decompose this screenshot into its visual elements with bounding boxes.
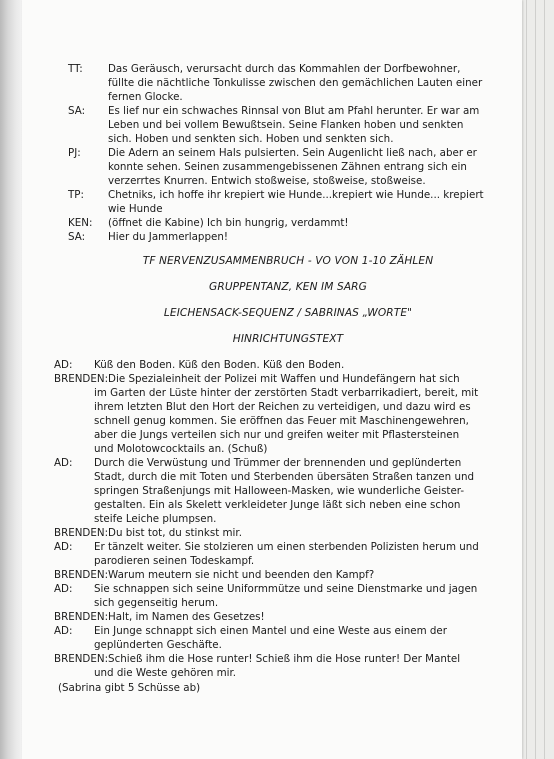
speaker-label: AD: [54, 359, 73, 371]
speech-line [54, 442, 508, 456]
speaker-label: TP: [68, 189, 84, 201]
speech-line [54, 428, 508, 442]
speech-line [68, 118, 508, 132]
page-text [54, 62, 508, 695]
speech-line [54, 512, 508, 526]
speaker-label: SA: [68, 231, 86, 243]
speaker-label [68, 202, 108, 216]
speech-text: konnte sehen. Seinen zusammengebissenen Zähnen entrang sich ein [108, 161, 467, 173]
speech-text: im Garten der Lüste hinter der zerstörten Stadt verbarrikadiert, bereit, mit [94, 387, 479, 399]
speech-line [54, 414, 508, 428]
speech-line [54, 484, 508, 498]
speech-text: AD: Küß den Boden. Küß den Boden. Küß den Boden. [54, 359, 345, 371]
speech-text: springen Straßenjungs mit Halloween-Masken, wie wunderliche Geister- [94, 485, 465, 497]
speech-line [54, 372, 508, 386]
speech-text: gestalten. Ein als Skelett verkleideter Junge läßt sich neben eine schon [94, 499, 461, 511]
speech-text: Hier du Jammerlappen! [108, 231, 228, 243]
speech-line [68, 202, 508, 216]
speech-text: sich gegenseitig herum. [94, 597, 219, 609]
speech-text: AD: Sie schnappen sich seine Uniformmütze und seine Dienstmarke und jagen [54, 583, 478, 595]
speech-line [54, 638, 508, 652]
speech-line [68, 216, 508, 230]
speech-line [68, 146, 508, 160]
speaker-label: BRENDEN: [54, 611, 109, 623]
binding-gutter [0, 0, 22, 759]
speech-line [68, 62, 508, 76]
speaker-label: AD: [54, 457, 73, 469]
speech-text: BRENDEN:Schieß ihm die Hose runter! Schieß ihm die Hose runter! Der Mantel [54, 653, 461, 665]
speech-text: BRENDEN:Halt, im Namen des Gesetzes! [54, 611, 265, 623]
speech-line [68, 76, 508, 90]
speech-text: schnell genug kommen. Sie eröffnen das Feuer mit Maschinengewehren, [94, 415, 469, 427]
speech-text: füllte die nächtliche Tonkulisse zwischen den gemächlichen Lauten einer [108, 77, 483, 89]
section-heading: LEICHENSACK-SEQUENZ / SABRINAS „WORTE" [163, 307, 413, 319]
speech-text: ihrem letzten Blut den Hort der Reichen zu verteidigen, und dazu wird es [94, 401, 471, 413]
dialogue-top [68, 62, 508, 244]
speaker-label: BRENDEN: [54, 527, 109, 539]
speaker-label [68, 90, 108, 104]
speech-text: (öffnet die Kabine) Ich bin hungrig, verdammt! [108, 217, 349, 229]
speech-line [54, 540, 508, 554]
speech-text: verzerrtes Knurren. Entwich stoßweise, stoßweise, stoßweise. [108, 175, 426, 187]
speech-line [68, 132, 508, 146]
speaker-label: TT: [68, 63, 83, 75]
section-heading: TF NERVENZUSAMMENBRUCH - VO VON 1-10 ZÄHLEN [142, 255, 434, 267]
speech-text: Chetniks, ich hoffe ihr krepiert wie Hunde...krepiert wie Hunde... krepiert [108, 189, 484, 201]
speech-line [54, 498, 508, 512]
speech-text: Es lief nur ein schwaches Rinnsal von Blut am Pfahl herunter. Er war am [108, 105, 480, 117]
speech-text: BRENDEN:Die Spezialeinheit der Polizei mit Waffen und Hundefängern hat sich [54, 373, 460, 385]
speech-text: und die Weste gehören mir. [94, 667, 237, 679]
speech-text: BRENDEN:Warum meutern sie nicht und beenden den Kampf? [54, 569, 375, 581]
speech-text: BRENDEN:Du bist tot, du stinkst mir. [54, 527, 242, 539]
speech-text: und Molotowcocktails an. (Schuß) [94, 443, 268, 455]
speech-line [54, 470, 508, 484]
speech-line [54, 624, 508, 638]
speech-text: steife Leiche plumpsen. [94, 513, 217, 525]
speaker-label: BRENDEN: [54, 569, 109, 581]
speaker-label: AD: [54, 625, 73, 637]
speech-line [54, 456, 508, 470]
speech-text: fernen Glocke. [108, 91, 183, 103]
speaker-label [68, 76, 108, 90]
stacked-page-edges [518, 0, 554, 759]
speaker-label: BRENDEN: [54, 373, 109, 385]
speech-line [54, 554, 508, 568]
dialogue-bottom [54, 358, 508, 680]
speaker-label [68, 160, 108, 174]
speech-line [54, 400, 508, 414]
speech-text: Leben und bei vollem Bewußtsein. Seine Flanken hoben und senkten [108, 119, 464, 131]
speech-text: geplünderten Geschäfte. [94, 639, 222, 651]
speaker-label: AD: [54, 583, 73, 595]
speech-line [68, 188, 508, 202]
speaker-label: KEN: [68, 217, 93, 229]
speaker-label [68, 118, 108, 132]
speech-text: Stadt, durch die mit Toten und Sterbenden übersäten Straßen tanzen und [94, 471, 475, 483]
speech-text: AD: Er tänzelt weiter. Sie stolzieren um einen sterbenden Polizisten herum und [54, 541, 479, 553]
speech-line [54, 610, 508, 624]
speech-text: parodieren seinen Todeskampf. [94, 555, 255, 567]
speech-line [54, 652, 508, 666]
script-page [22, 0, 522, 759]
stage-direction: (Sabrina gibt 5 Schüsse ab) [58, 682, 201, 694]
speech-line [54, 358, 508, 372]
speech-text: aber die Jungs verteilen sich nur und greifen weiter mit Pflastersteinen [94, 429, 460, 441]
speech-line [68, 90, 508, 104]
speech-text: AD: Durch die Verwüstung und Trümmer der brennenden und geplünderten [54, 457, 462, 469]
speaker-label: AD: [54, 541, 73, 553]
speaker-label [68, 174, 108, 188]
speech-text: AD: Ein Junge schnappt sich einen Mantel und eine Weste aus einem der [54, 625, 447, 637]
speech-text: Die Adern an seinem Hals pulsierten. Sein Augenlicht ließ nach, aber er [108, 147, 477, 159]
speech-line [54, 582, 508, 596]
speech-line [54, 386, 508, 400]
speech-line [68, 104, 508, 118]
section-heading: GRUPPENTANZ, KEN IM SARG [209, 281, 367, 293]
section-heading: HINRICHTUNGSTEXT [232, 333, 344, 345]
speech-line [54, 526, 508, 540]
speech-text: wie Hunde [108, 203, 163, 215]
speech-line [68, 174, 508, 188]
speaker-label: SA: [68, 105, 86, 117]
speech-line [54, 666, 508, 680]
speaker-label [68, 132, 108, 146]
speech-text: sich. Hoben und senkten sich. Hoben und senkten sich. [108, 133, 394, 145]
speech-line [68, 230, 508, 244]
speaker-label: BRENDEN: [54, 653, 109, 665]
speech-line [68, 160, 508, 174]
speech-line [54, 596, 508, 610]
speech-line [54, 568, 508, 582]
speech-text: Das Geräusch, verursacht durch das Kommahlen der Dorfbewohner, [108, 63, 461, 75]
section-headings [68, 254, 508, 346]
speaker-label: PJ: [68, 147, 81, 159]
